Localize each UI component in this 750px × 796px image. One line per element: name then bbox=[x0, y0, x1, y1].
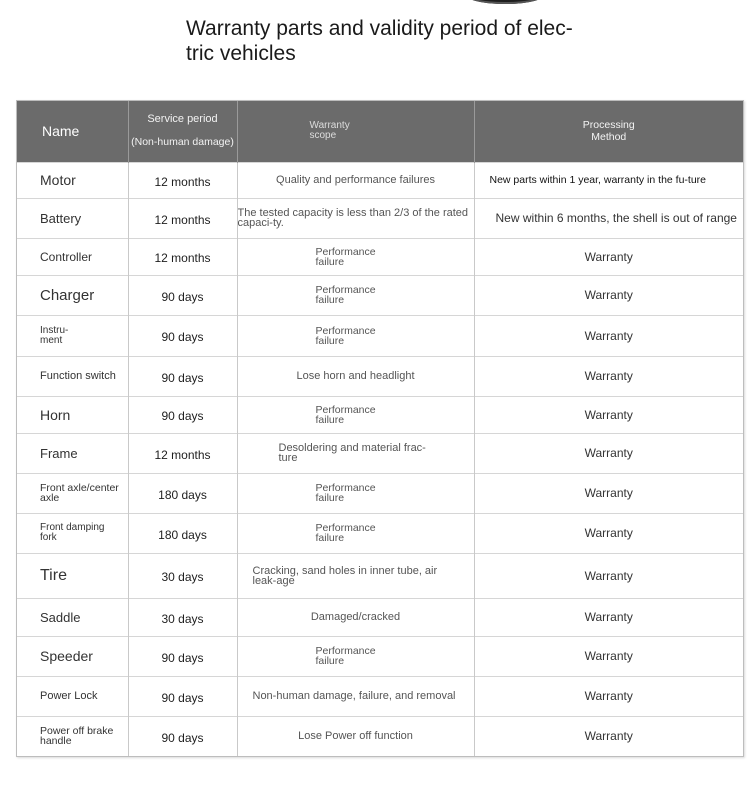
cell-name: Function switch bbox=[17, 356, 128, 396]
cell-name: Saddle bbox=[17, 598, 128, 636]
cell-scope: Non-human damage, failure, and removal bbox=[237, 676, 474, 716]
table-row bbox=[17, 198, 743, 238]
cell-method: Warranty bbox=[474, 716, 743, 756]
cell-name-text: Front damping fork bbox=[40, 522, 105, 543]
cell-scope-text: Performance failure bbox=[315, 645, 376, 667]
cell-period: 12 months bbox=[128, 433, 237, 473]
cell-scope bbox=[237, 513, 474, 553]
cell-period: 90 days bbox=[128, 396, 237, 433]
cell-scope bbox=[237, 473, 474, 513]
table-row bbox=[17, 636, 743, 676]
cell-scope bbox=[237, 315, 474, 356]
cell-period: 90 days bbox=[128, 275, 237, 315]
cell-name-text: Front axle/center axle bbox=[40, 482, 119, 504]
cell-method: Warranty bbox=[474, 238, 743, 275]
cell-period: 90 days bbox=[128, 356, 237, 396]
cell-scope-text: Performance failure bbox=[315, 245, 376, 268]
cell-scope: Lose horn and headlight bbox=[237, 356, 474, 396]
cell-method: Warranty bbox=[474, 356, 743, 396]
cell-period: 90 days bbox=[128, 676, 237, 716]
cell-period: 30 days bbox=[128, 553, 237, 598]
table-row bbox=[17, 513, 743, 553]
table-row bbox=[17, 396, 743, 433]
table-row bbox=[17, 356, 743, 396]
header-name: Name bbox=[17, 101, 128, 162]
cell-period: 180 days bbox=[128, 513, 237, 553]
cell-name: Charger bbox=[17, 275, 128, 315]
cell-method: Warranty bbox=[474, 396, 743, 433]
header-warranty-scope-label: Warranty scope bbox=[309, 120, 350, 142]
cell-name bbox=[17, 716, 128, 756]
cell-name: Power Lock bbox=[17, 676, 128, 716]
cell-period: 90 days bbox=[128, 716, 237, 756]
cell-method: Warranty bbox=[474, 598, 743, 636]
cell-scope: Lose Power off function bbox=[237, 716, 474, 756]
cell-period: 12 months bbox=[128, 238, 237, 275]
cell-method: Warranty bbox=[474, 513, 743, 553]
table-row bbox=[17, 598, 743, 636]
table-row bbox=[17, 433, 743, 473]
table-row bbox=[17, 676, 743, 716]
cell-scope bbox=[237, 396, 474, 433]
table-row bbox=[17, 553, 743, 598]
cell-method: Warranty bbox=[474, 473, 743, 513]
cell-scope bbox=[237, 433, 474, 473]
cell-name: Speeder bbox=[17, 636, 128, 676]
table-row bbox=[17, 238, 743, 275]
header-service-period-label: Service period bbox=[147, 113, 218, 126]
cell-name bbox=[17, 473, 128, 513]
cell-method: Warranty bbox=[474, 275, 743, 315]
cell-scope-text: Performance failure bbox=[315, 284, 376, 306]
cell-name: Battery bbox=[17, 198, 128, 238]
cell-scope-text: Performance failure bbox=[315, 403, 376, 426]
warranty-table bbox=[16, 100, 744, 757]
header-processing-method-label: Processing Method bbox=[582, 119, 635, 144]
header-service-period bbox=[128, 101, 237, 162]
table-row bbox=[17, 716, 743, 756]
cell-scope-text: Performance failure bbox=[315, 482, 376, 504]
cell-method: New parts within 1 year, warranty in the fu-ture bbox=[474, 162, 743, 198]
cell-name: Tire bbox=[17, 553, 128, 598]
cell-scope: Quality and performance failures bbox=[237, 162, 474, 198]
header-processing-method bbox=[474, 101, 743, 162]
cell-scope bbox=[237, 238, 474, 275]
header-service-period-sub: (Non-human damage) bbox=[131, 136, 234, 149]
cell-name: Controller bbox=[17, 238, 128, 275]
cell-scope: Cracking, sand holes in inner tube, air leak-age bbox=[237, 553, 474, 598]
cell-method: New within 6 months, the shell is out of range bbox=[474, 198, 743, 238]
cell-scope: The tested capacity is less than 2/3 of the rated capaci-ty. bbox=[237, 198, 474, 238]
table-header-row bbox=[17, 101, 743, 162]
cell-name bbox=[17, 513, 128, 553]
table-row bbox=[17, 275, 743, 315]
cell-scope bbox=[237, 275, 474, 315]
cell-scope-text: Performance failure bbox=[315, 324, 376, 347]
table-row bbox=[17, 473, 743, 513]
table-row bbox=[17, 162, 743, 198]
cell-period: 12 months bbox=[128, 198, 237, 238]
cell-scope-text: Performance failure bbox=[315, 522, 376, 544]
cell-name: Motor bbox=[17, 162, 128, 198]
header-warranty-scope bbox=[237, 101, 474, 162]
cell-method: Warranty bbox=[474, 553, 743, 598]
cell-method: Warranty bbox=[474, 433, 743, 473]
cell-scope: Damaged/cracked bbox=[237, 598, 474, 636]
cell-name: Frame bbox=[17, 433, 128, 473]
cell-period: 90 days bbox=[128, 315, 237, 356]
cell-method: Warranty bbox=[474, 676, 743, 716]
cell-period: 30 days bbox=[128, 598, 237, 636]
cell-scope bbox=[237, 636, 474, 676]
cell-name-text: Power off brake handle bbox=[40, 725, 114, 748]
table-row bbox=[17, 315, 743, 356]
cell-method: Warranty bbox=[474, 636, 743, 676]
cell-method: Warranty bbox=[474, 315, 743, 356]
warranty-table-grid bbox=[17, 101, 743, 756]
cell-name bbox=[17, 315, 128, 356]
page-title: Warranty parts and validity period of elec-tric vehicles bbox=[186, 17, 573, 65]
cell-name: Horn bbox=[17, 396, 128, 433]
cell-period: 180 days bbox=[128, 473, 237, 513]
cell-period: 90 days bbox=[128, 636, 237, 676]
cell-name-text: Instru-ment bbox=[40, 324, 69, 346]
top-decoration-image bbox=[466, 0, 544, 4]
cell-scope-text: Desoldering and material frac-ture bbox=[278, 442, 426, 464]
cell-period: 12 months bbox=[128, 162, 237, 198]
